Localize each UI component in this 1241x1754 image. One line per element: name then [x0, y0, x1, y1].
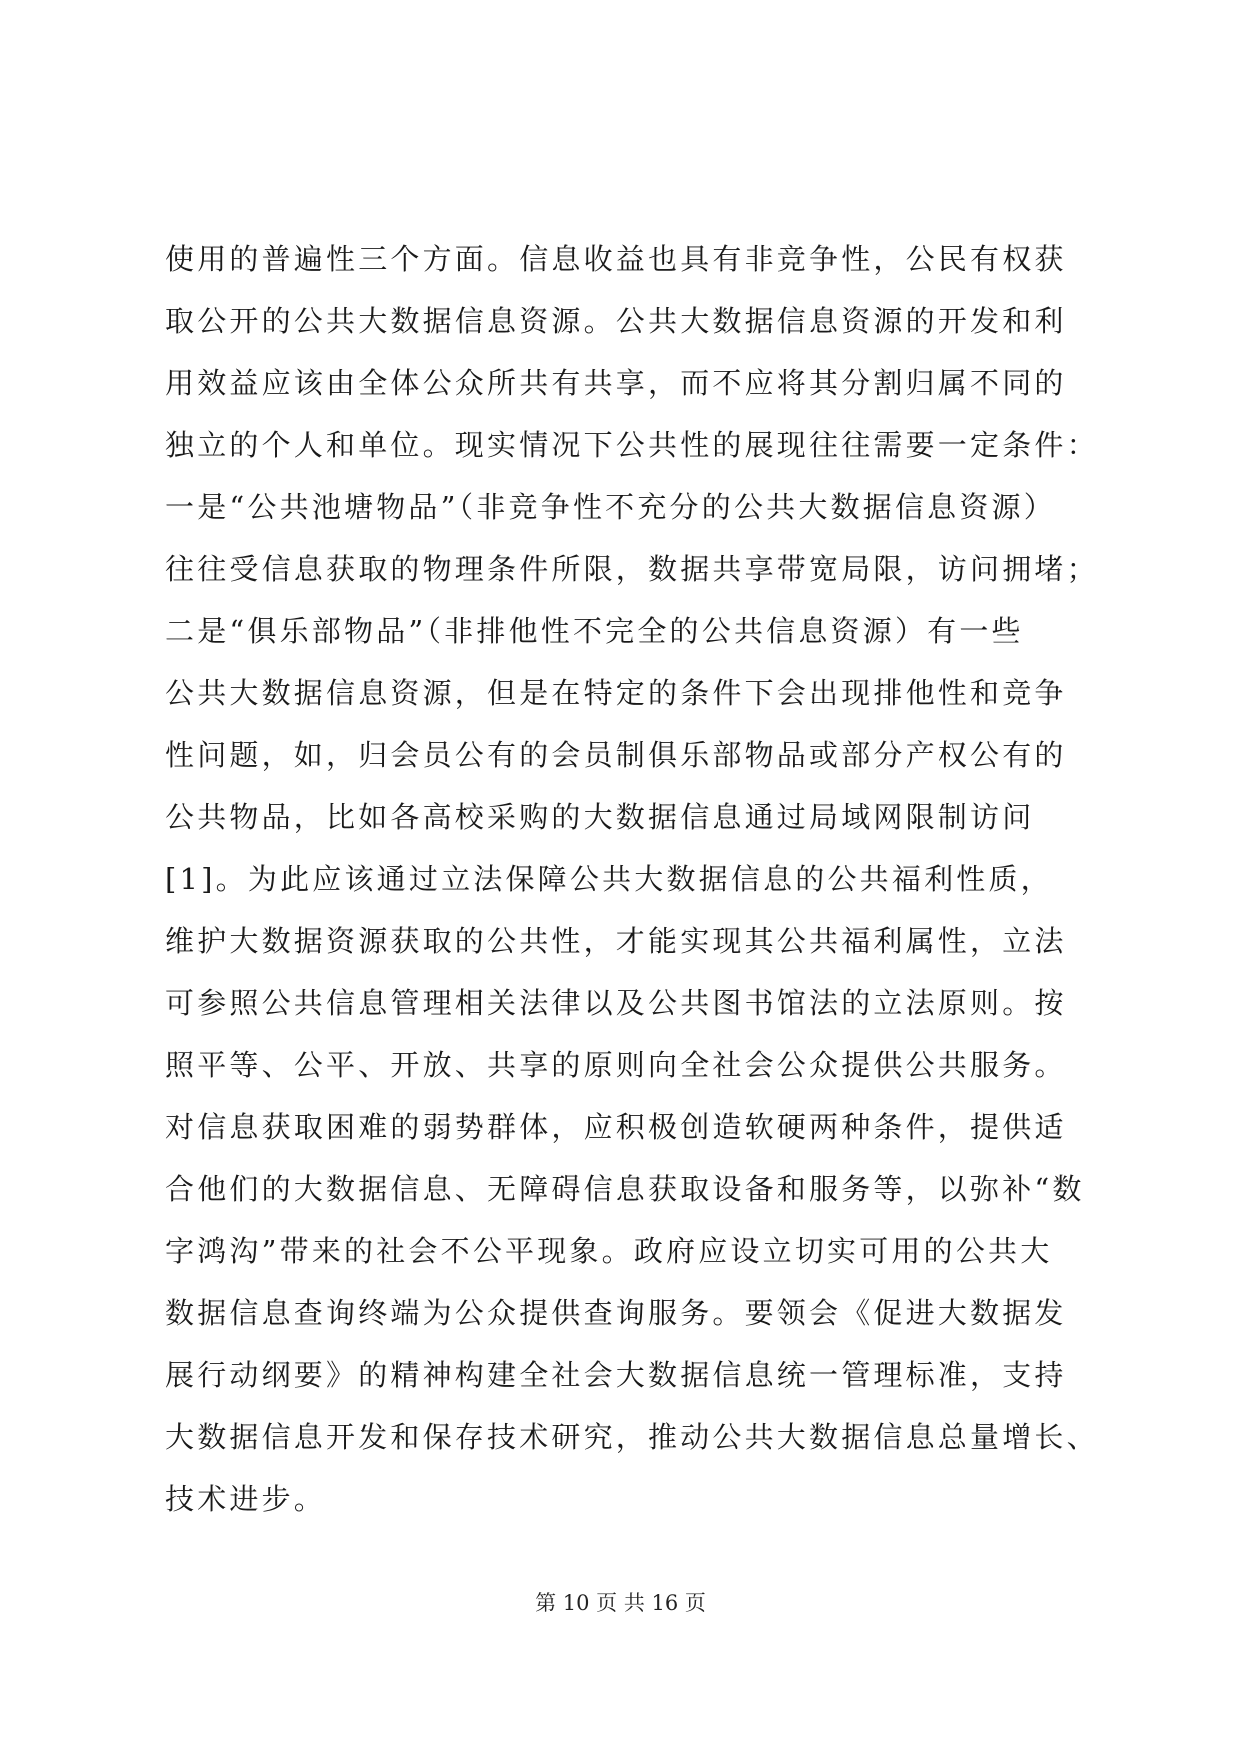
text-line: 取公开的公共大数据信息资源。公共大数据信息资源的开发和利 [165, 304, 1067, 338]
body-paragraph [165, 228, 1099, 1530]
text-line: 使用的普遍性三个方面。信息收益也具有非竞争性，公民有权获 [165, 242, 1067, 276]
text-line: 对信息获取困难的弱势群体，应积极创造软硬两种条件，提供适 [165, 1110, 1067, 1144]
text-line: 公共物品，比如各高校采购的大数据信息通过局域网限制访问 [165, 800, 1035, 834]
text-line: 合他们的大数据信息、无障碍信息获取设备和服务等，以弥补“数 [165, 1172, 1085, 1206]
text-line: 性问题，如，归会员公有的会员制俱乐部物品或部分产权公有的 [165, 738, 1067, 772]
text-line: 一是“公共池塘物品”（非竞争性不充分的公共大数据信息资源） [165, 490, 1056, 524]
text-line: 二是“俱乐部物品”（非排他性不完全的公共信息资源）有一些 [165, 614, 1024, 648]
text-line: 字鸿沟”带来的社会不公平现象。政府应设立切实可用的公共大 [165, 1234, 1053, 1268]
text-line: 可参照公共信息管理相关法律以及公共图书馆法的立法原则。按 [165, 986, 1067, 1020]
text-line: 大数据信息开发和保存技术研究，推动公共大数据信息总量增长、 [165, 1420, 1099, 1454]
text-line: 展行动纲要》的精神构建全社会大数据信息统一管理标准，支持 [165, 1358, 1067, 1392]
text-line: 往往受信息获取的物理条件所限，数据共享带宽局限，访问拥堵； [165, 552, 1099, 586]
text-line: 技术进步。 [165, 1482, 327, 1516]
text-line: 公共大数据信息资源，但是在特定的条件下会出现排他性和竞争 [165, 676, 1067, 710]
text-line: [1]。为此应该通过立法保障公共大数据信息的公共福利性质， [165, 862, 1053, 896]
text-line: 维护大数据资源获取的公共性，才能实现其公共福利属性，立法 [165, 924, 1067, 958]
text-line: 独立的个人和单位。现实情况下公共性的展现往往需要一定条件： [165, 428, 1099, 462]
text-line: 用效益应该由全体公众所共有共享，而不应将其分割归属不同的 [165, 366, 1067, 400]
text-line: 数据信息查询终端为公众提供查询服务。要领会《促进大数据发 [165, 1296, 1067, 1330]
text-line: 照平等、公平、开放、共享的原则向全社会公众提供公共服务。 [165, 1048, 1067, 1082]
page-number-footer: 第 10 页 共 16 页 [535, 1591, 706, 1615]
